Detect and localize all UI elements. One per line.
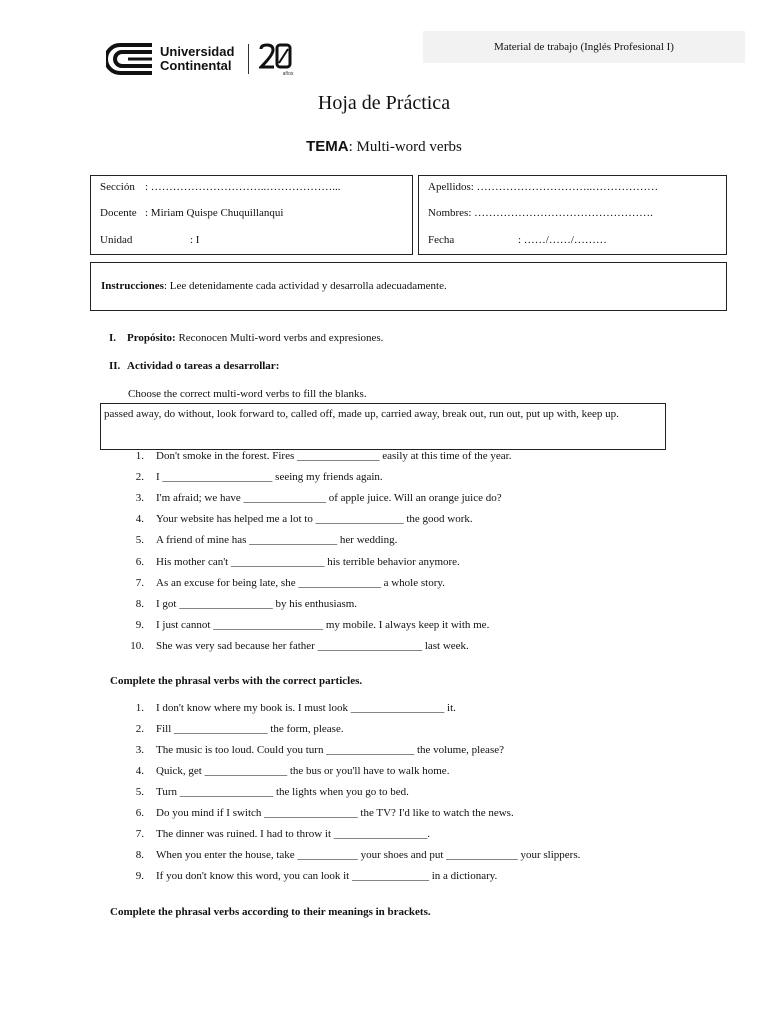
university-logo <box>106 40 293 78</box>
exercise-item: I just cannot ____________________ my mobile. I always keep it with me. <box>156 618 490 631</box>
activity2-heading: Complete the phrasal verbs with the correct particles. <box>110 675 363 687</box>
item-number: 6. <box>135 555 144 568</box>
exercise-item: When you enter the house, take ___________ your shoes and put _____________ your slippers. <box>156 849 581 861</box>
item-number: 8. <box>135 849 144 861</box>
exercise-item: I ____________________ seeing my friends again. <box>156 471 383 484</box>
activity1-intro: Choose the correct multi-word verbs to fill the blanks. <box>128 388 367 400</box>
exercise-item: Do you mind if I switch _________________ the TV? I'd like to watch the news. <box>156 807 514 819</box>
exercise-item: I don't know where my book is. I must look _________________ it. <box>156 702 456 714</box>
exercise-item: The dinner was ruined. I had to throw it _________________. <box>156 828 431 840</box>
apellidos-row: Apellidos: …………………………..……………… <box>428 181 659 193</box>
item-number: 5. <box>135 786 144 798</box>
item-number: 5. <box>135 534 144 547</box>
item-number: 4. <box>135 513 144 526</box>
item-number: 2. <box>135 471 144 484</box>
section-actividad: II. Actividad o tareas a desarrollar: <box>109 360 280 372</box>
topic-text: : Multi-word verbs <box>348 139 462 155</box>
page-title: Hoja de Práctica <box>317 92 451 114</box>
item-number: 3. <box>135 744 144 756</box>
item-number: 3. <box>135 492 144 505</box>
word-bank: passed away, do without, look forward to, called off, made up, carried away, break out, run out, put up with, keep up. <box>100 403 666 450</box>
exercise-item: Your website has helped me a lot to ________________ the good work. <box>156 513 473 526</box>
continental-logo-icon <box>106 42 154 76</box>
item-number: 9. <box>135 870 144 882</box>
seccion-row: Sección : …………………………..………………... <box>100 181 341 193</box>
instructions-text: : Lee detenidamente cada actividad y desarrolla adecuadamente. <box>163 280 447 292</box>
exercise-item: Fill _________________ the form, please. <box>156 723 344 735</box>
exercise-item: Turn _________________ the lights when you go to bed. <box>156 786 409 798</box>
exercise-item: A friend of mine has ________________ her wedding. <box>156 534 398 547</box>
item-number: 10. <box>130 639 144 652</box>
exercise-item: Don't smoke in the forest. Fires _______________ easily at this time of the year. <box>156 450 512 462</box>
item-number: 1. <box>135 702 144 714</box>
docente-row: Docente : Miriam Quispe Chuquillanqui <box>100 207 284 219</box>
item-number: 7. <box>135 576 144 589</box>
exercise-item: The music is too loud. Could you turn ________________ the volume, please? <box>156 744 504 756</box>
student-info-right <box>418 175 727 255</box>
logo-divider <box>248 44 249 74</box>
exercise-item: I got _________________ by his enthusiasm. <box>156 597 358 610</box>
item-number: 8. <box>135 597 144 610</box>
nombres-row: Nombres: …………………………………………. <box>428 207 653 219</box>
exercise-item: His mother can't _________________ his terrible behavior anymore. <box>156 555 460 568</box>
material-label: Material de trabajo (Inglés Profesional I) <box>494 41 674 53</box>
student-info-left <box>90 175 413 255</box>
item-number: 1. <box>135 450 144 462</box>
instructions-label: Instrucciones <box>101 280 164 292</box>
anniversary-20-icon: años <box>259 43 293 75</box>
exercise-item: Quick, get _______________ the bus or you'll have to walk home. <box>156 765 450 777</box>
activity3-heading: Complete the phrasal verbs according to their meanings in brackets. <box>110 906 431 918</box>
exercise-item: As an excuse for being late, she _______________ a whole story. <box>156 576 445 589</box>
fecha-row: Fecha : ……/……/……… <box>428 234 607 246</box>
item-number: 6. <box>135 807 144 819</box>
exercise-item: She was very sad because her father ___________________ last week. <box>156 639 469 652</box>
material-header <box>423 31 745 63</box>
topic-label: TEMA <box>306 138 349 155</box>
item-number: 2. <box>135 723 144 735</box>
item-number: 9. <box>135 618 144 631</box>
instructions-box <box>90 262 727 311</box>
item-number: 7. <box>135 828 144 840</box>
section-proposito: I. Propósito: Reconocen Multi-word verbs and expresiones. <box>109 332 384 344</box>
topic-line <box>0 138 768 156</box>
item-number: 4. <box>135 765 144 777</box>
logo-wordmark: Universidad Continental <box>160 44 235 73</box>
exercise-item: If you don't know this word, you can look it ______________ in a dictionary. <box>156 870 498 882</box>
unidad-row: Unidad : I <box>100 234 200 246</box>
exercise-item: I'm afraid; we have _______________ of apple juice. Will an orange juice do? <box>156 492 502 505</box>
